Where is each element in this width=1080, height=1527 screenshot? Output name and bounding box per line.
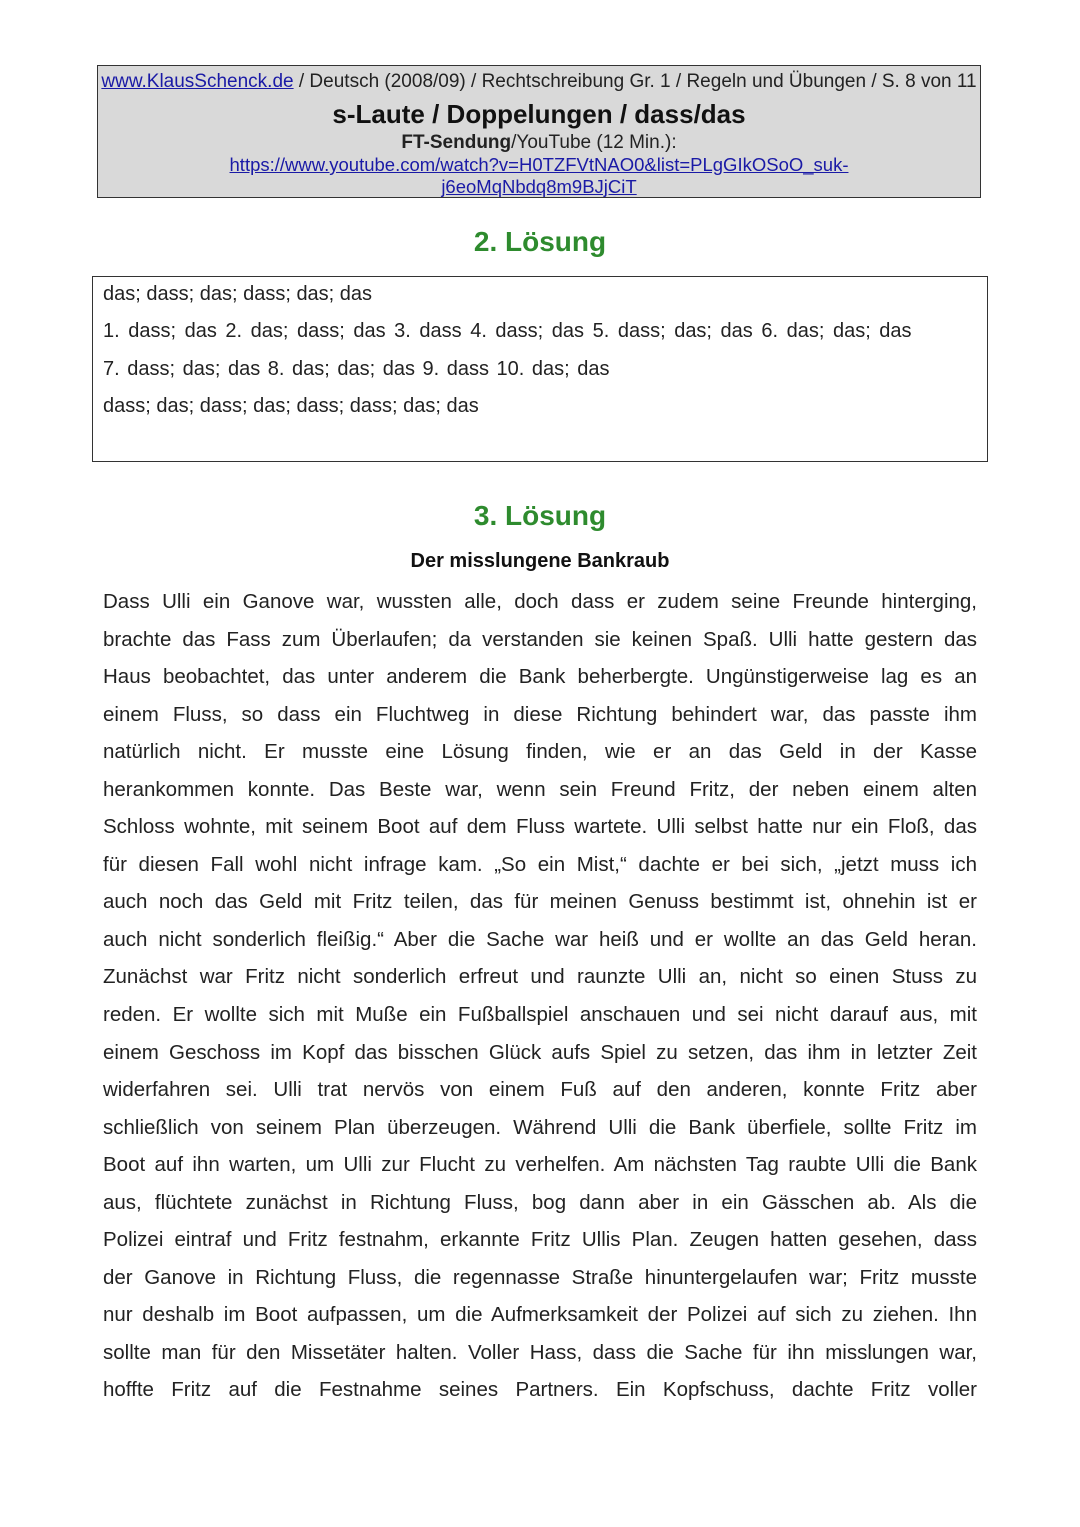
story-line: einem Fluss, so dass ein Fluchtweg in diese Richtung behindert war, das passte ihm	[103, 702, 977, 726]
story-line: sollte man für den Missetäter halten. Voller Hass, dass die Sache für ihn misslungen war,	[103, 1340, 977, 1364]
page-header	[97, 65, 981, 198]
story-title: Der misslungene Bankraub	[410, 550, 670, 572]
section-3-title: 3. Lösung	[473, 500, 607, 531]
story-line: Boot auf ihn warten, um Ulli zur Flucht zu verhelfen. Am nächsten Tag raubte Ulli die Bank	[103, 1153, 977, 1177]
story-line: Polizei eintraf und Fritz festnahm, erkannte Fritz Ullis Plan. Zeugen hatten gesehen, dass	[103, 1228, 977, 1252]
story-line: auch noch das Geld mit Fritz teilen, das für meinen Genuss bestimmt ist, ohnehin ist er	[103, 890, 977, 914]
story-line: hoffte Fritz auf die Festnahme seines Partners. Ein Kopfschuss, dachte Fritz voller	[103, 1378, 977, 1402]
header-breadcrumb: / Deutsch (2008/09) / Rechtschreibung Gr. 1 / Regeln und Übungen / S. 8 von 11	[293, 71, 977, 92]
answer-line: das; dass; das; dass; das; das	[103, 283, 373, 305]
story-line: aus, flüchtete zunächst in Richtung Fluss, bog dann aber in ein Gässchen ab. Als die	[103, 1190, 977, 1214]
story-line: reden. Er wollte sich mit Muße ein Fußballspiel anschauen und sei nicht darauf aus, mit	[103, 1003, 977, 1027]
header-ft-line	[98, 132, 980, 154]
story-line: einem Geschoss im Kopf das bisschen Glück aufs Spiel zu setzen, das ihm in letzter Zeit	[103, 1040, 977, 1064]
section-2-title: 2. Lösung	[473, 226, 607, 257]
video-link-part-1[interactable]: https://www.youtube.com/watch?v=H0TZFVtNAO0&list=PLgGIkOSoO_suk-	[229, 154, 849, 175]
video-link-part-2[interactable]: j6eoMqNbdq8m9BJjCiT	[441, 176, 637, 197]
story-line: Schloss wohnte, mit seinem Boot auf dem Fluss wartete. Ulli selbst hatte nur ein Floß, das	[103, 815, 977, 839]
ft-rest: /YouTube (12 Min.):	[511, 132, 677, 153]
story-text	[103, 583, 977, 1409]
story-line: auch nicht sonderlich fleißig.“ Aber die Sache war heiß und er wollte an das Geld heran.	[103, 927, 977, 951]
story-line: widerfahren sei. Ulli trat nervös von einem Fuß auf den anderen, konnte Fritz aber	[103, 1078, 977, 1102]
story-line: Haus beobachtet, das unter anderem die Bank beherbergte. Ungünstigerweise lag es an	[103, 665, 977, 689]
header-title: s-Laute / Doppelungen / dass/das	[332, 99, 746, 129]
story-line: für diesen Fall wohl nicht infrage kam. „So ein Mist,“ dachte er bei sich, „jetzt muss ich	[103, 852, 977, 876]
site-link[interactable]: www.KlausSchenck.de	[101, 71, 294, 92]
story-line: nur deshalb im Boot aufpassen, um die Aufmerksamkeit der Polizei auf sich zu ziehen. Ihn	[103, 1303, 977, 1327]
story-line: Dass Ulli ein Ganove war, wussten alle, doch dass er zudem seine Freunde hinterging,	[103, 590, 977, 613]
answer-line: 1. dass; das 2. das; dass; das 3. dass 4. dass; das 5. dass; das; das 6. das; das; das	[103, 320, 912, 342]
ft-label: FT-Sendung	[401, 132, 512, 153]
story-line: schließlich von seinem Plan überzeugen. Während Ulli die Bank überfiele, sollte Fritz im	[103, 1115, 977, 1139]
answer-box	[92, 276, 988, 462]
story-line: brachte das Fass zum Überlaufen; da verstanden sie keinen Spaß. Ulli hatte gestern das	[103, 627, 977, 651]
story-line: der Ganove in Richtung Fluss, die regennasse Straße hinuntergelaufen war; Fritz musste	[103, 1265, 977, 1289]
story-line: herankommen konnte. Das Beste war, wenn sein Freund Fritz, der neben einem alten	[103, 777, 977, 801]
header-breadcrumb-line	[98, 71, 980, 93]
video-link-wrapper	[98, 154, 980, 198]
story-line: Zunächst war Fritz nicht sonderlich erfreut und raunzte Ulli an, nicht so einen Stuss zu	[103, 965, 977, 989]
answer-line: 7. dass; das; das 8. das; das; das 9. dass 10. das; das	[103, 358, 610, 380]
answer-line: dass; das; dass; das; dass; dass; das; das	[103, 395, 479, 417]
story-line: natürlich nicht. Er musste eine Lösung finden, wie er an das Geld in der Kasse	[103, 740, 977, 764]
